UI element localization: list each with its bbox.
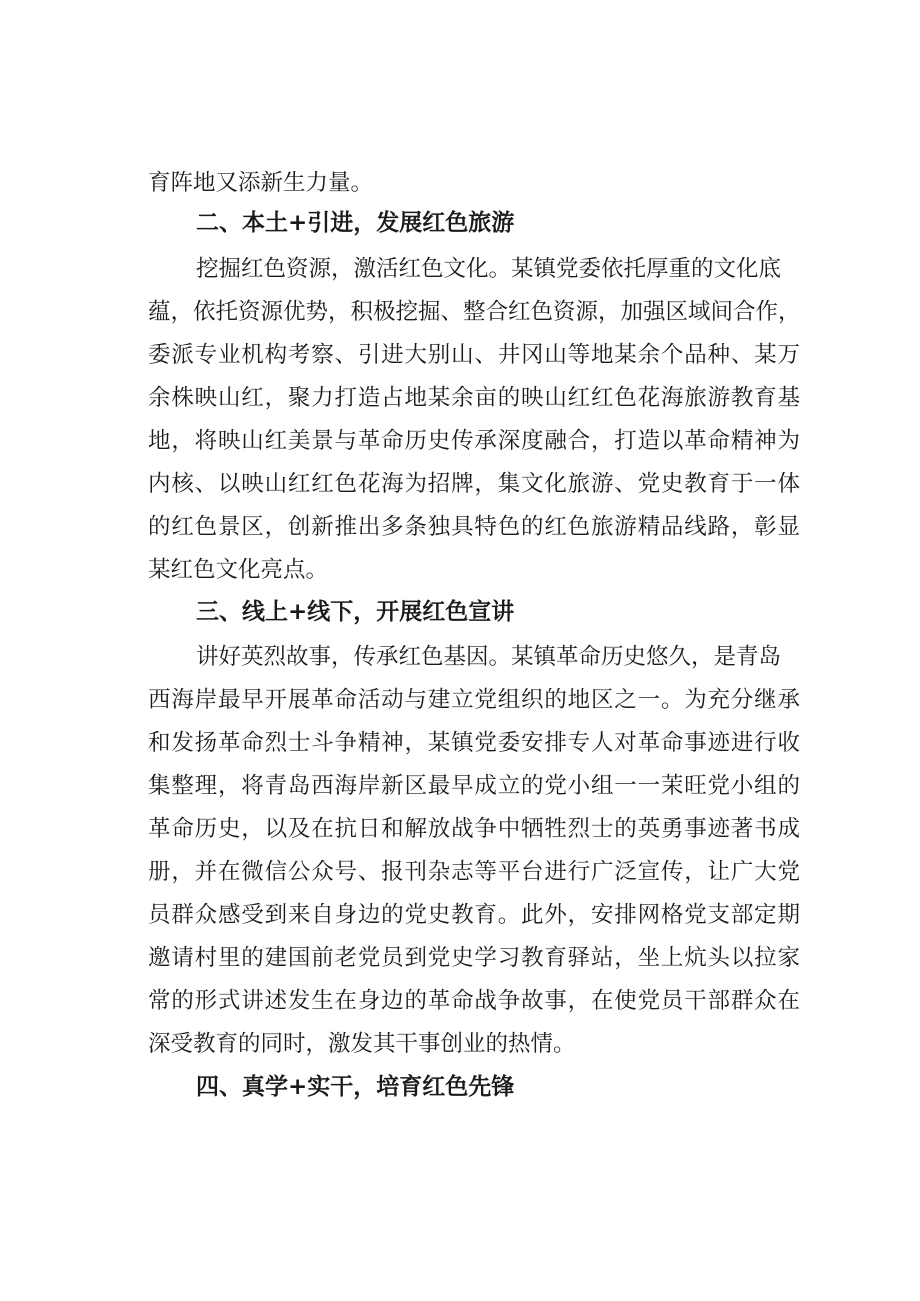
- section-3-line: 册，并在微信公众号、报刊杂志等平台进行广泛宣传，让广大党: [148, 859, 800, 885]
- section-3-line: 革命历史，以及在抗日和解放战争中牺牲烈士的英勇事迹著书成: [148, 816, 800, 842]
- section-2-line: 蕴，依托资源优势，积极挖掘、整合红色资源，加强区域间合作，: [148, 299, 801, 325]
- section-3-line: 深受教育的同时，激发其干事创业的热情。: [148, 1031, 576, 1057]
- intro-tail-line: 育阵地又添新生力量。: [148, 170, 374, 196]
- section-3-line: 讲好英烈故事，传承红色基因。某镇革命历史悠久，是青岛: [196, 644, 782, 670]
- section-2-heading: 二、本土+引进，发展红色旅游: [196, 210, 515, 236]
- section-3-line: 邀请村里的建国前老党员到党史学习教育驿站，坐上炕头以拉家: [148, 945, 800, 971]
- section-4-heading: 四、真学+实干，培育红色先锋: [196, 1074, 515, 1100]
- section-2-line: 某红色文化亮点。: [148, 557, 329, 583]
- section-3-line: 西海岸最早开展革命活动与建立党组织的地区之一。为充分继承: [148, 687, 800, 713]
- section-3-line: 员群众感受到来自身边的党史教育。此外，安排网格党支部定期: [148, 902, 800, 928]
- section-2-line: 委派专业机构考察、引进大别山、井冈山等地某余个品种、某万: [148, 342, 800, 368]
- section-2-line: 地，将映山红美景与革命历史传承深度融合，打造以革命精神为: [148, 428, 800, 454]
- section-3-line: 和发扬革命烈士斗争精神，某镇党委安排专人对革命事迹进行收: [148, 730, 800, 756]
- section-2-line: 挖掘红色资源，激活红色文化。某镇党委依托厚重的文化底: [196, 256, 782, 282]
- section-2-line: 余株映山红，聚力打造占地某余亩的映山红红色花海旅游教育基: [148, 385, 800, 411]
- section-3-line: 集整理，将青岛西海岸新区最早成立的党小组一一茉旺党小组的: [148, 773, 800, 799]
- section-2-line: 内核、以映山红红色花海为招牌，集文化旅游、党史教育于一体: [148, 471, 800, 497]
- section-3-heading: 三、线上+线下，开展红色宣讲: [196, 599, 515, 625]
- section-2-line: 的红色景区，创新推出多条独具特色的红色旅游精品线路，彰显: [148, 514, 800, 540]
- section-3-line: 常的形式讲述发生在身边的革命战争故事，在使党员干部群众在: [148, 988, 800, 1014]
